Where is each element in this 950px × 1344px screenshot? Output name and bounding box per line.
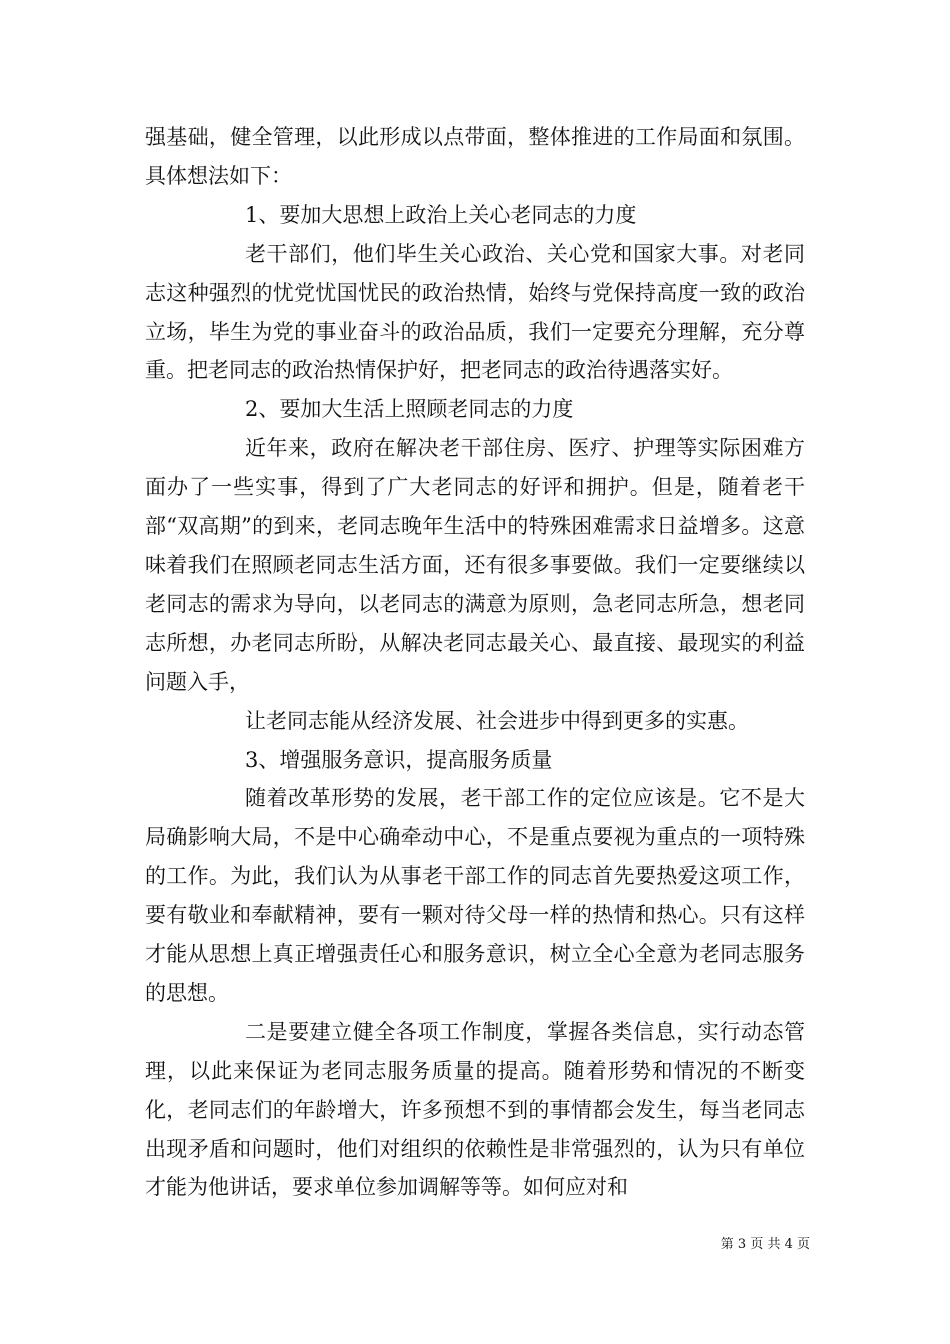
paragraph-political-care: 老干部们，他们毕生关心政治、关心党和国家大事。对老同志这种强烈的忧党忧国忧民的政治热情，始终与党保持高度一致的政治立场，毕生为党的事业奋斗的政治品质，我们一定要充分理解，充分尊重。把老同志的政治热情保护好，把老同志的政治待遇落实好。 (145, 241, 805, 383)
heading-point-2: 2、要加大生活上照顾老同志的力度 (245, 397, 574, 422)
page-number: 第 3 页 共 4 页 (720, 1237, 810, 1252)
heading-point-1: 1、要加大思想上政治上关心老同志的力度 (245, 202, 637, 227)
paragraph-service-awareness: 随着改革形势的发展，老干部工作的定位应该是。它不是大局确影响大局，不是中心确牵动中心，不是重点要视为重点的一项特殊的工作。为此，我们认为从事老干部工作的同志首先要热爱这项工作，要有敬业和奉献精神，要有一颗对待父母一样的热情和热心。只有这样才能从思想上真正增强责任心和服务意识，树立全心全意为老同志服务的思想。 (145, 786, 805, 1005)
paragraph-benefits: 让老同志能从经济发展、社会进步中得到更多的实惠。 (245, 708, 749, 733)
paragraph-work-system: 二是要建立健全各项工作制度，掌握各类信息，实行动态管理，以此来保证为老同志服务质量的提高。随着形势和情况的不断变化，老同志们的年龄增大，许多预想不到的事情都会发生，每当老同志出现矛盾和问题时，他们对组织的依赖性是非常强烈的，认为只有单位才能为他讲话，要求单位参加调解等等。如何应对和 (145, 1019, 805, 1200)
body-text (145, 118, 805, 1207)
heading-point-3: 3、增强服务意识，提高服务质量 (245, 747, 553, 772)
paragraph-life-care: 近年来，政府在解决老干部住房、医疗、护理等实际困难方面办了一些实事，得到了广大老同志的好评和拥护。但是，随着老干部“双高期”的到来，老同志晚年生活中的特殊困难需求日益增多。这意味着我们在照顾老同志生活方面，还有很多事要做。我们一定要继续以老同志的需求为导向，以老同志的满意为原则，急老同志所急，想老同志所想，办老同志所盼，从解决老同志最关心、最直接、最现实的利益问题入手， (145, 436, 805, 694)
paragraph-continuation: 强基础，健全管理，以此形成以点带面，整体推进的工作局面和氛围。具体想法如下： (145, 125, 805, 188)
